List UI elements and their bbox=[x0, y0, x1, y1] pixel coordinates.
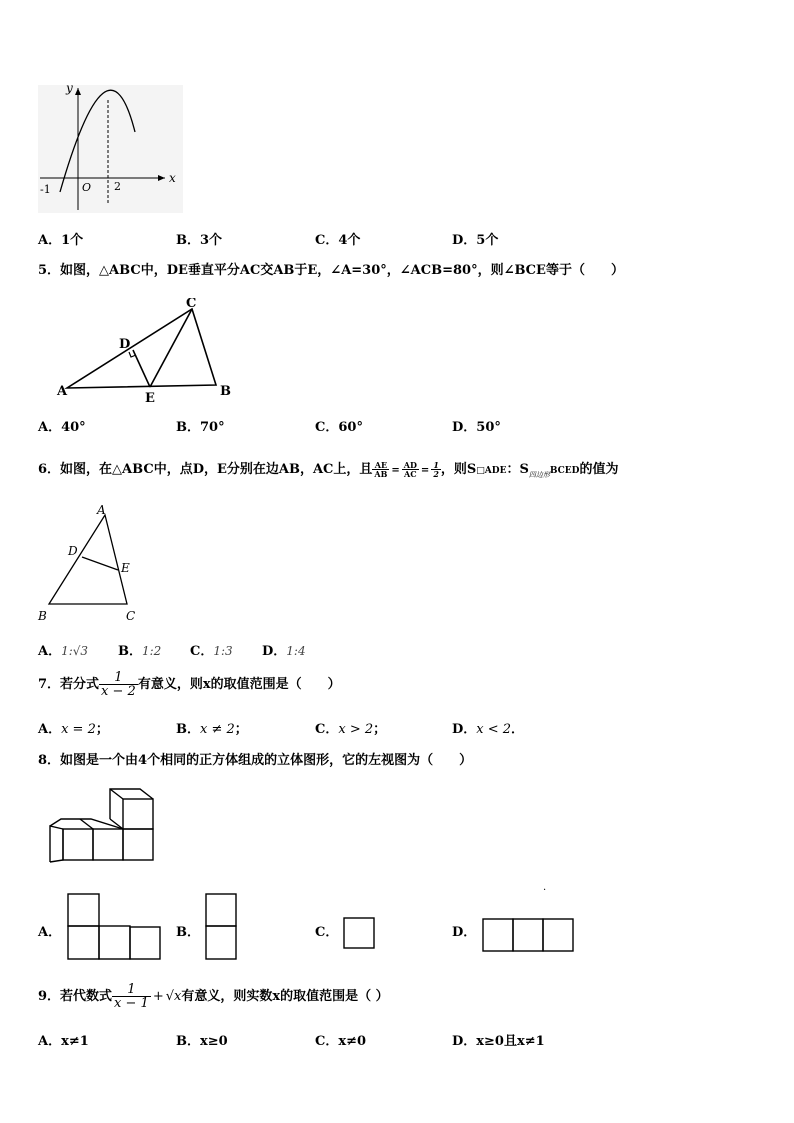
cube-front-2 bbox=[93, 829, 123, 860]
q6-question: 6．如图，在△ABC中，点D，E分别在边AB，AC上，且 $\frac{AE}{AB}$ = $\frac{AD}{AC}$ = $\frac{1}{2}$ ，则S□ADE：$S_{四边形}BCED$的值为 bbox=[38, 460, 619, 479]
q5-triangle-figure bbox=[55, 298, 240, 408]
q5-option-c[interactable]: C．60° bbox=[315, 420, 363, 435]
segment-de bbox=[82, 557, 118, 570]
label-d: D bbox=[68, 544, 78, 558]
q9-question: 9．若代数式 $\frac{1}{x - 1}$ + √x有意义，则实数x的取值范围是（ ） bbox=[38, 982, 389, 1011]
q4-option-a[interactable]: A．1个 bbox=[38, 233, 84, 248]
stray-dot: . bbox=[543, 882, 547, 893]
cube-top-divider bbox=[80, 819, 93, 829]
q8-option-d[interactable]: D． bbox=[452, 925, 477, 940]
q9-option-d[interactable]: D．x≥0且x≠1 bbox=[452, 1034, 545, 1049]
sqrt-x: √x bbox=[165, 989, 182, 1004]
fraction-ad-ac: $\frac{AD}{AC}$ bbox=[403, 460, 417, 479]
cube-upper-front bbox=[123, 799, 153, 829]
q8-option-c[interactable]: C． bbox=[315, 925, 339, 940]
q8-option-a[interactable]: A． bbox=[38, 925, 62, 940]
q9-option-a[interactable]: A．x≠1 bbox=[38, 1034, 89, 1049]
label-a: A bbox=[57, 384, 68, 399]
q8-cube-stack-figure bbox=[45, 785, 160, 865]
cube-front-3 bbox=[123, 829, 153, 860]
q7-option-c[interactable]: C．x > 2； bbox=[315, 722, 387, 737]
q6-option-c[interactable]: C．1:3 bbox=[190, 644, 233, 659]
label-a: A bbox=[97, 503, 106, 517]
q8-option-d-figure[interactable] bbox=[481, 917, 575, 953]
x-label: x bbox=[169, 171, 176, 185]
q4-option-d[interactable]: D．5个 bbox=[452, 233, 499, 248]
q8-option-c-figure[interactable] bbox=[342, 916, 376, 950]
q6-option-d[interactable]: D．1:4 bbox=[262, 644, 306, 659]
q8-option-b-figure[interactable] bbox=[204, 893, 238, 961]
y-label: y bbox=[66, 81, 73, 95]
q7-option-b[interactable]: B．x ≠ 2； bbox=[176, 722, 248, 737]
fraction-ae-ab: $\frac{AE}{AB}$ bbox=[374, 460, 388, 479]
q8-option-b[interactable]: B． bbox=[176, 925, 200, 940]
q5-question: 5．如图，△ABC中，DE垂直平分AC交AB于E，∠A=30°，∠ACB=80°，则∠BCE等于（ ） bbox=[38, 263, 624, 278]
q7-question: 7．若分式 $\frac{1}{x - 2}$ 有意义，则x的取值范围是（ ） bbox=[38, 670, 341, 699]
label-d: D bbox=[119, 337, 131, 352]
parabola-graph bbox=[30, 80, 190, 215]
fraction-1-over-x-minus-1: $\frac{1}{x - 1}$ bbox=[114, 982, 149, 1011]
q4-option-c[interactable]: C．4个 bbox=[315, 233, 361, 248]
q7-option-d[interactable]: D．x < 2． bbox=[452, 722, 525, 737]
q6-option-a[interactable]: A．1:√3 bbox=[38, 644, 89, 659]
origin-label: O bbox=[82, 181, 92, 194]
q5-option-a[interactable]: A．40° bbox=[38, 420, 86, 435]
label-b: B bbox=[220, 384, 231, 399]
fraction-1-over-x-minus-2: $\frac{1}{x - 2}$ bbox=[101, 670, 136, 699]
cube-upper-edge bbox=[110, 789, 123, 799]
q6-option-b[interactable]: B．1:2 bbox=[118, 644, 162, 659]
q5-option-d[interactable]: D．50° bbox=[452, 420, 501, 435]
q6-triangle-figure bbox=[34, 502, 154, 627]
label-c: C bbox=[186, 298, 197, 311]
q6-prefix: 6．如图，在△ABC中，点D，E分别在边AB，AC上，且 bbox=[38, 462, 373, 477]
cube-front-1 bbox=[63, 829, 93, 860]
label-e: E bbox=[121, 561, 130, 575]
segment-ce bbox=[150, 309, 192, 387]
label-b: B bbox=[38, 609, 47, 623]
cube-side-left bbox=[50, 826, 63, 862]
q8-question: 8．如图是一个由4个相同的正方体组成的立体图形，它的左视图为（ ） bbox=[38, 753, 473, 768]
q7-option-a[interactable]: A．x = 2； bbox=[38, 722, 109, 737]
q4-option-b[interactable]: B．3个 bbox=[176, 233, 223, 248]
q9-option-c[interactable]: C．x≠0 bbox=[315, 1034, 367, 1049]
fraction-one-half: $\frac{1}{2}$ bbox=[433, 460, 439, 479]
q9-option-b[interactable]: B．x≥0 bbox=[176, 1034, 228, 1049]
q6-suffix-b: 的值为 bbox=[579, 462, 619, 477]
triangle-abc bbox=[67, 309, 216, 388]
neg-one-label: -1 bbox=[40, 183, 51, 196]
two-label: 2 bbox=[114, 180, 121, 193]
label-e: E bbox=[145, 391, 155, 406]
q8-option-a-figure[interactable] bbox=[66, 893, 162, 961]
q5-option-b[interactable]: B．70° bbox=[176, 420, 225, 435]
q6-suffix-a: ，则S bbox=[440, 462, 477, 477]
graph-background bbox=[38, 85, 183, 213]
label-c: C bbox=[126, 609, 136, 623]
